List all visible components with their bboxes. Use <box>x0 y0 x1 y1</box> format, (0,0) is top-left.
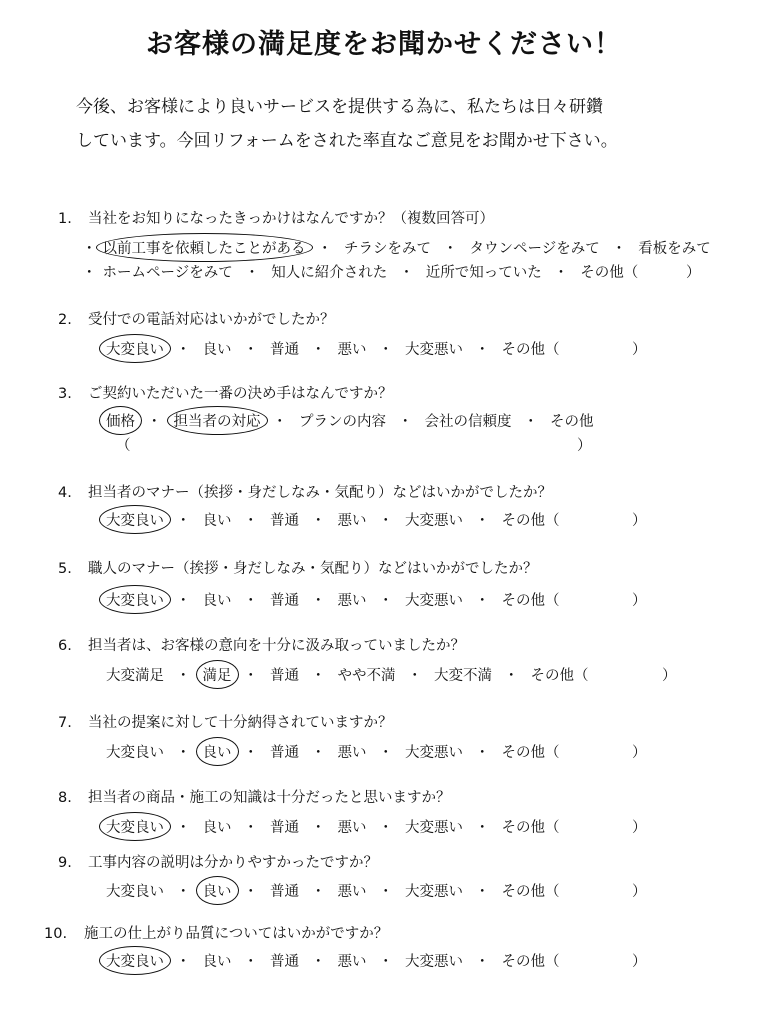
separator: ・ <box>475 513 490 529</box>
question-7 <box>58 711 393 732</box>
close-paren: ） <box>632 513 647 529</box>
question-text: 職人のマナー（挨拶・身だしなみ・気配り）などはいかがでしたか？ <box>88 561 538 577</box>
options-row <box>106 816 560 837</box>
separator: ・ <box>378 342 393 358</box>
separator: ・ <box>243 954 258 970</box>
close-paren: ） <box>662 668 677 684</box>
separator: ・ <box>311 820 326 836</box>
separator: ・ <box>311 593 326 609</box>
question-text: ご契約いただいた一番の決め手はなんですか？ <box>88 386 393 402</box>
question-6 <box>58 634 465 655</box>
option[interactable]: 大変満足 <box>106 668 164 684</box>
option[interactable]: 良い <box>202 513 232 529</box>
question-5 <box>58 557 538 578</box>
option-selected[interactable]: 担当者の対応 <box>174 410 261 431</box>
options-row <box>106 509 560 530</box>
close-paren: ） <box>577 438 592 454</box>
separator: ・ <box>378 884 393 900</box>
option[interactable]: その他（ <box>501 342 560 358</box>
option[interactable]: その他（ <box>501 513 560 529</box>
question-text: 工事内容の説明は分かりやすかったですか？ <box>88 855 378 871</box>
question-text: 担当者のマナー（挨拶・身だしなみ・気配り）などはいかがでしたか？ <box>88 485 552 501</box>
option[interactable]: その他（ <box>501 593 560 609</box>
close-paren: ） <box>632 954 647 970</box>
option-selected[interactable]: 大変良い <box>106 950 164 971</box>
option-selected[interactable]: 大変良い <box>106 338 164 359</box>
question-2 <box>58 308 335 329</box>
separator: ・ <box>475 745 490 761</box>
option[interactable]: 悪い <box>337 954 367 970</box>
question-number: 9. <box>58 855 72 871</box>
separator: ・ <box>407 668 422 684</box>
option[interactable]: 会社の信頼度 <box>424 414 512 430</box>
question-number: 8. <box>58 790 72 806</box>
page-title: お客様の満足度をお聞かせください！ <box>146 29 622 60</box>
option[interactable]: 普通 <box>270 668 299 684</box>
separator: ・ <box>176 884 191 900</box>
option-selected[interactable]: 大変良い <box>106 509 164 530</box>
question-8 <box>58 786 451 807</box>
separator: ・ <box>176 593 191 609</box>
separator: ・ <box>176 954 191 970</box>
question-number: 1. <box>58 211 72 227</box>
separator: ・ <box>272 414 287 430</box>
option[interactable]: 普通 <box>270 820 299 836</box>
separator: ・ <box>311 513 326 529</box>
option[interactable]: チラシをみて <box>344 241 431 257</box>
separator: ・ <box>475 884 490 900</box>
option[interactable]: 普通 <box>270 513 299 529</box>
option[interactable]: 大変悪い <box>405 954 463 970</box>
question-number: 2. <box>58 312 72 328</box>
option[interactable]: 大変不満 <box>434 668 492 684</box>
option[interactable]: 近所で知っていた <box>425 265 542 281</box>
separator: ・ <box>176 342 191 358</box>
option-selected[interactable]: 価格 <box>106 410 135 431</box>
separator: ・ <box>399 265 414 281</box>
options-row <box>106 741 560 762</box>
separator: ・ <box>378 820 393 836</box>
separator: ・ <box>176 513 191 529</box>
separator: ・ <box>398 414 413 430</box>
close-paren: ） <box>632 884 647 900</box>
question-text: 当社の提案に対して十分納得されていますか？ <box>88 715 393 731</box>
option-selected[interactable]: 大変良い <box>106 589 164 610</box>
option-selected[interactable]: 以前工事を依頼したことがある <box>103 237 306 258</box>
separator: ・ <box>244 265 260 281</box>
question-1 <box>58 207 494 228</box>
option-selected[interactable]: 大変良い <box>106 816 164 837</box>
question-text: 受付での電話対応はいかがでしたか？ <box>88 312 335 328</box>
close-paren: ） <box>632 820 647 836</box>
separator: ・ <box>475 820 490 836</box>
separator: ・ <box>475 593 490 609</box>
separator: ・ <box>504 668 519 684</box>
separator: ・ <box>311 668 326 684</box>
option[interactable]: 普通 <box>270 745 299 761</box>
option[interactable]: 悪い <box>337 342 367 358</box>
option[interactable]: 大変悪い <box>405 593 463 609</box>
separator: ・ <box>311 745 326 761</box>
question-number: 6. <box>58 638 72 654</box>
separator: ・ <box>475 342 490 358</box>
option[interactable]: 大変良い <box>106 884 164 900</box>
option[interactable]: 大変悪い <box>405 745 463 761</box>
question-text: 施工の仕上がり品質についてはいかがですか？ <box>84 926 389 942</box>
question-number: 5. <box>58 561 72 577</box>
separator: ・ <box>311 954 326 970</box>
separator: ・ <box>243 513 258 529</box>
bullet: ・ <box>82 241 97 257</box>
option[interactable]: 大変悪い <box>405 513 463 529</box>
option[interactable]: 大変良い <box>106 745 164 761</box>
question-number: 3. <box>58 386 72 402</box>
options-row <box>106 950 560 971</box>
options-row <box>106 410 594 431</box>
separator: ・ <box>243 342 258 358</box>
option[interactable]: その他 <box>550 414 594 430</box>
separator: ・ <box>176 745 191 761</box>
bullet: ・ <box>82 265 97 281</box>
close-paren: ） <box>632 342 647 358</box>
separator: ・ <box>443 241 458 257</box>
option-selected[interactable]: 満足 <box>203 664 232 685</box>
option[interactable]: 悪い <box>337 513 367 529</box>
options-row <box>106 664 589 685</box>
separator: ・ <box>243 593 258 609</box>
option[interactable]: 大変悪い <box>405 884 463 900</box>
close-paren: ） <box>686 265 701 281</box>
option[interactable]: プランの内容 <box>299 414 386 430</box>
options-row <box>82 237 711 258</box>
separator: ・ <box>553 265 569 281</box>
separator: ・ <box>243 884 258 900</box>
option[interactable]: 悪い <box>337 820 367 836</box>
option[interactable]: 看板をみて <box>638 241 711 257</box>
question-text: 担当者は、お客様の意向を十分に汲み取っていましたか？ <box>88 638 465 654</box>
option[interactable]: 悪い <box>337 593 367 609</box>
options-row <box>106 880 560 901</box>
question-text: 当社をお知りになったきっかけはなんですか？（複数回答可） <box>88 211 494 227</box>
question-number: 10. <box>44 926 68 942</box>
question-4 <box>58 481 552 502</box>
question-10 <box>44 922 388 943</box>
separator: ・ <box>378 513 393 529</box>
separator: ・ <box>176 668 191 684</box>
option[interactable]: 普通 <box>270 593 299 609</box>
separator: ・ <box>523 414 538 430</box>
option[interactable]: ホームページをみて <box>102 265 233 281</box>
question-text: 担当者の商品・施工の知識は十分だったと思いますか？ <box>88 790 451 806</box>
separator: ・ <box>243 668 258 684</box>
separator: ・ <box>378 745 393 761</box>
option[interactable]: 普通 <box>270 884 299 900</box>
option[interactable]: 良い <box>202 954 232 970</box>
option[interactable]: 悪い <box>337 884 367 900</box>
separator: ・ <box>243 745 258 761</box>
option-selected[interactable]: 良い <box>203 741 232 762</box>
option[interactable]: 悪い <box>337 745 367 761</box>
option[interactable]: 良い <box>202 342 232 358</box>
option[interactable]: 良い <box>202 593 232 609</box>
options-row <box>106 589 560 610</box>
option[interactable]: 普通 <box>270 954 299 970</box>
separator: ・ <box>475 954 490 970</box>
option[interactable]: その他（ <box>501 884 560 900</box>
option[interactable]: その他（ <box>501 745 560 761</box>
option[interactable]: 大変悪い <box>405 342 463 358</box>
option[interactable]: その他（ <box>530 668 589 684</box>
option[interactable]: やや不満 <box>337 668 396 684</box>
close-paren: ） <box>632 745 647 761</box>
question-number: 4. <box>58 485 72 501</box>
separator: ・ <box>611 241 627 257</box>
options-row <box>82 261 638 282</box>
question-9 <box>58 851 378 872</box>
separator: ・ <box>311 342 326 358</box>
question-number: 7. <box>58 715 72 731</box>
separator: ・ <box>378 954 393 970</box>
option[interactable]: 良い <box>202 820 232 836</box>
separator: ・ <box>147 414 162 430</box>
option[interactable]: 普通 <box>270 342 299 358</box>
separator: ・ <box>243 820 258 836</box>
options-row <box>116 434 131 455</box>
separator: ・ <box>311 884 326 900</box>
option[interactable]: その他（ <box>580 265 639 281</box>
separator: ・ <box>317 241 332 257</box>
separator: ・ <box>378 593 393 609</box>
close-paren: ） <box>632 593 647 609</box>
intro-line-1: 今後、お客様により良いサービスを提供する為に、私たちは日々研鑽 <box>76 97 603 117</box>
option[interactable]: その他（ <box>501 820 560 836</box>
option[interactable]: 大変悪い <box>405 820 463 836</box>
option-selected[interactable]: 良い <box>203 880 232 901</box>
option[interactable]: タウンページをみて <box>469 241 600 257</box>
option[interactable]: その他（ <box>501 954 560 970</box>
separator: ・ <box>176 820 191 836</box>
intro-line-2: しています。今回リフォームをされた率直なご意見をお聞かせ下さい。 <box>76 131 618 151</box>
option[interactable]: 知人に紹介された <box>271 265 388 281</box>
option[interactable]: （ <box>116 438 131 454</box>
options-row <box>106 338 560 359</box>
question-3 <box>58 382 393 403</box>
